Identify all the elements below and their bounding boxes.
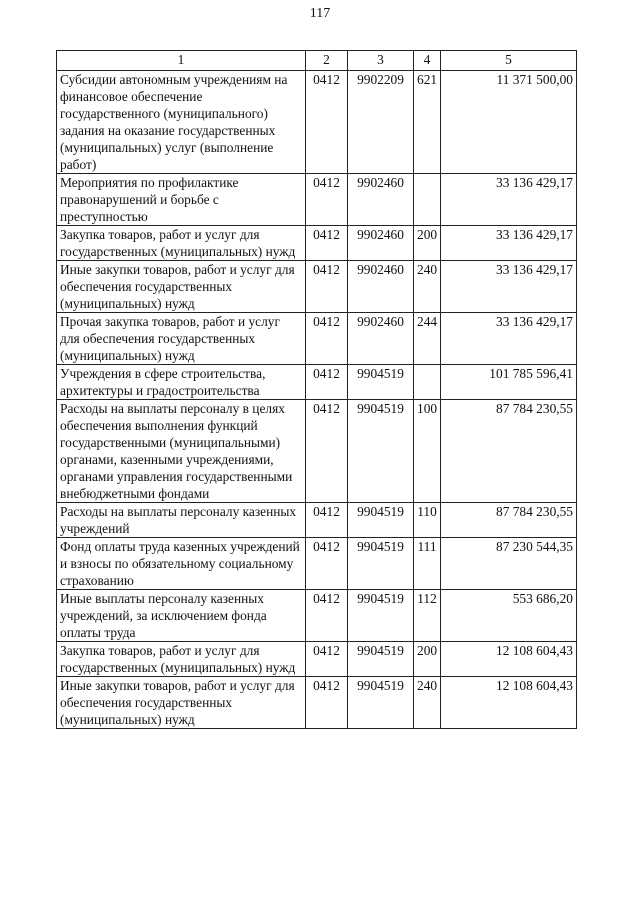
row-expense-type xyxy=(414,365,441,400)
row-name: Расходы на выплаты персоналу казенных учреждений xyxy=(57,503,306,538)
row-name: Мероприятия по профилактике правонарушений и борьбе с преступностью xyxy=(57,174,306,226)
row-name: Прочая закупка товаров, работ и услуг для обеспечения государственных (муниципальных) нужд xyxy=(57,313,306,365)
row-expense-type: 112 xyxy=(414,590,441,642)
page-number: 117 xyxy=(309,6,331,21)
row-target-code: 9902209 xyxy=(348,71,414,174)
table-row xyxy=(57,226,577,261)
table-row xyxy=(57,590,577,642)
row-name: Фонд оплаты труда казенных учреждений и взносы по обязательному социальному страхованию xyxy=(57,538,306,590)
table-row xyxy=(57,365,577,400)
row-section-code: 0412 xyxy=(306,71,348,174)
row-name: Иные закупки товаров, работ и услуг для обеспечения государственных (муниципальных) нужд xyxy=(57,261,306,313)
row-name: Закупка товаров, работ и услуг для государственных (муниципальных) нужд xyxy=(57,226,306,261)
column-header-3: 3 xyxy=(348,51,414,71)
row-target-code: 9904519 xyxy=(348,642,414,677)
row-amount: 12 108 604,43 xyxy=(441,642,577,677)
column-header-5: 5 xyxy=(441,51,577,71)
row-name: Иные закупки товаров, работ и услуг для обеспечения государственных (муниципальных) нужд xyxy=(57,677,306,729)
row-amount: 33 136 429,17 xyxy=(441,174,577,226)
row-target-code: 9902460 xyxy=(348,261,414,313)
row-expense-type: 621 xyxy=(414,71,441,174)
row-target-code: 9904519 xyxy=(348,538,414,590)
column-header-1: 1 xyxy=(57,51,306,71)
column-header-4: 4 xyxy=(414,51,441,71)
table-row xyxy=(57,677,577,729)
row-target-code: 9904519 xyxy=(348,677,414,729)
row-section-code: 0412 xyxy=(306,313,348,365)
row-section-code: 0412 xyxy=(306,590,348,642)
row-target-code: 9902460 xyxy=(348,174,414,226)
table-row xyxy=(57,313,577,365)
row-section-code: 0412 xyxy=(306,226,348,261)
row-target-code: 9904519 xyxy=(348,400,414,503)
row-name: Расходы на выплаты персоналу в целях обеспечения выполнения функций государственными (муниципальными) органами, казенными учреждениями, органами управления государственными внебюджетными фондами xyxy=(57,400,306,503)
row-section-code: 0412 xyxy=(306,261,348,313)
row-expense-type: 240 xyxy=(414,261,441,313)
row-target-code: 9904519 xyxy=(348,365,414,400)
table-row xyxy=(57,538,577,590)
row-amount: 33 136 429,17 xyxy=(441,313,577,365)
column-header-2: 2 xyxy=(306,51,348,71)
budget-table xyxy=(56,50,577,729)
row-amount: 33 136 429,17 xyxy=(441,261,577,313)
row-section-code: 0412 xyxy=(306,174,348,226)
row-amount: 12 108 604,43 xyxy=(441,677,577,729)
table-row xyxy=(57,174,577,226)
row-amount: 553 686,20 xyxy=(441,590,577,642)
row-expense-type: 110 xyxy=(414,503,441,538)
table-row xyxy=(57,642,577,677)
row-amount: 87 230 544,35 xyxy=(441,538,577,590)
row-name: Субсидии автономным учреждениям на финансовое обеспечение государственного (муниципального) задания на оказание государственных (муниципальных) услуг (выполнение работ) xyxy=(57,71,306,174)
row-amount: 11 371 500,00 xyxy=(441,71,577,174)
row-target-code: 9904519 xyxy=(348,590,414,642)
row-amount: 33 136 429,17 xyxy=(441,226,577,261)
row-expense-type: 200 xyxy=(414,642,441,677)
row-expense-type: 200 xyxy=(414,226,441,261)
table-row xyxy=(57,503,577,538)
row-amount: 101 785 596,41 xyxy=(441,365,577,400)
row-expense-type: 244 xyxy=(414,313,441,365)
row-amount: 87 784 230,55 xyxy=(441,400,577,503)
row-name: Учреждения в сфере строительства, архитектуры и градостроительства xyxy=(57,365,306,400)
row-target-code: 9902460 xyxy=(348,226,414,261)
row-section-code: 0412 xyxy=(306,365,348,400)
row-section-code: 0412 xyxy=(306,538,348,590)
table-row xyxy=(57,261,577,313)
row-section-code: 0412 xyxy=(306,503,348,538)
row-expense-type: 111 xyxy=(414,538,441,590)
row-name: Закупка товаров, работ и услуг для государственных (муниципальных) нужд xyxy=(57,642,306,677)
table-row xyxy=(57,71,577,174)
table-row xyxy=(57,400,577,503)
row-section-code: 0412 xyxy=(306,677,348,729)
row-expense-type xyxy=(414,174,441,226)
row-section-code: 0412 xyxy=(306,400,348,503)
row-expense-type: 100 xyxy=(414,400,441,503)
table-header-row xyxy=(57,51,577,71)
row-target-code: 9902460 xyxy=(348,313,414,365)
row-name: Иные выплаты персоналу казенных учреждений, за исключением фонда оплаты труда xyxy=(57,590,306,642)
row-amount: 87 784 230,55 xyxy=(441,503,577,538)
row-expense-type: 240 xyxy=(414,677,441,729)
row-section-code: 0412 xyxy=(306,642,348,677)
row-target-code: 9904519 xyxy=(348,503,414,538)
